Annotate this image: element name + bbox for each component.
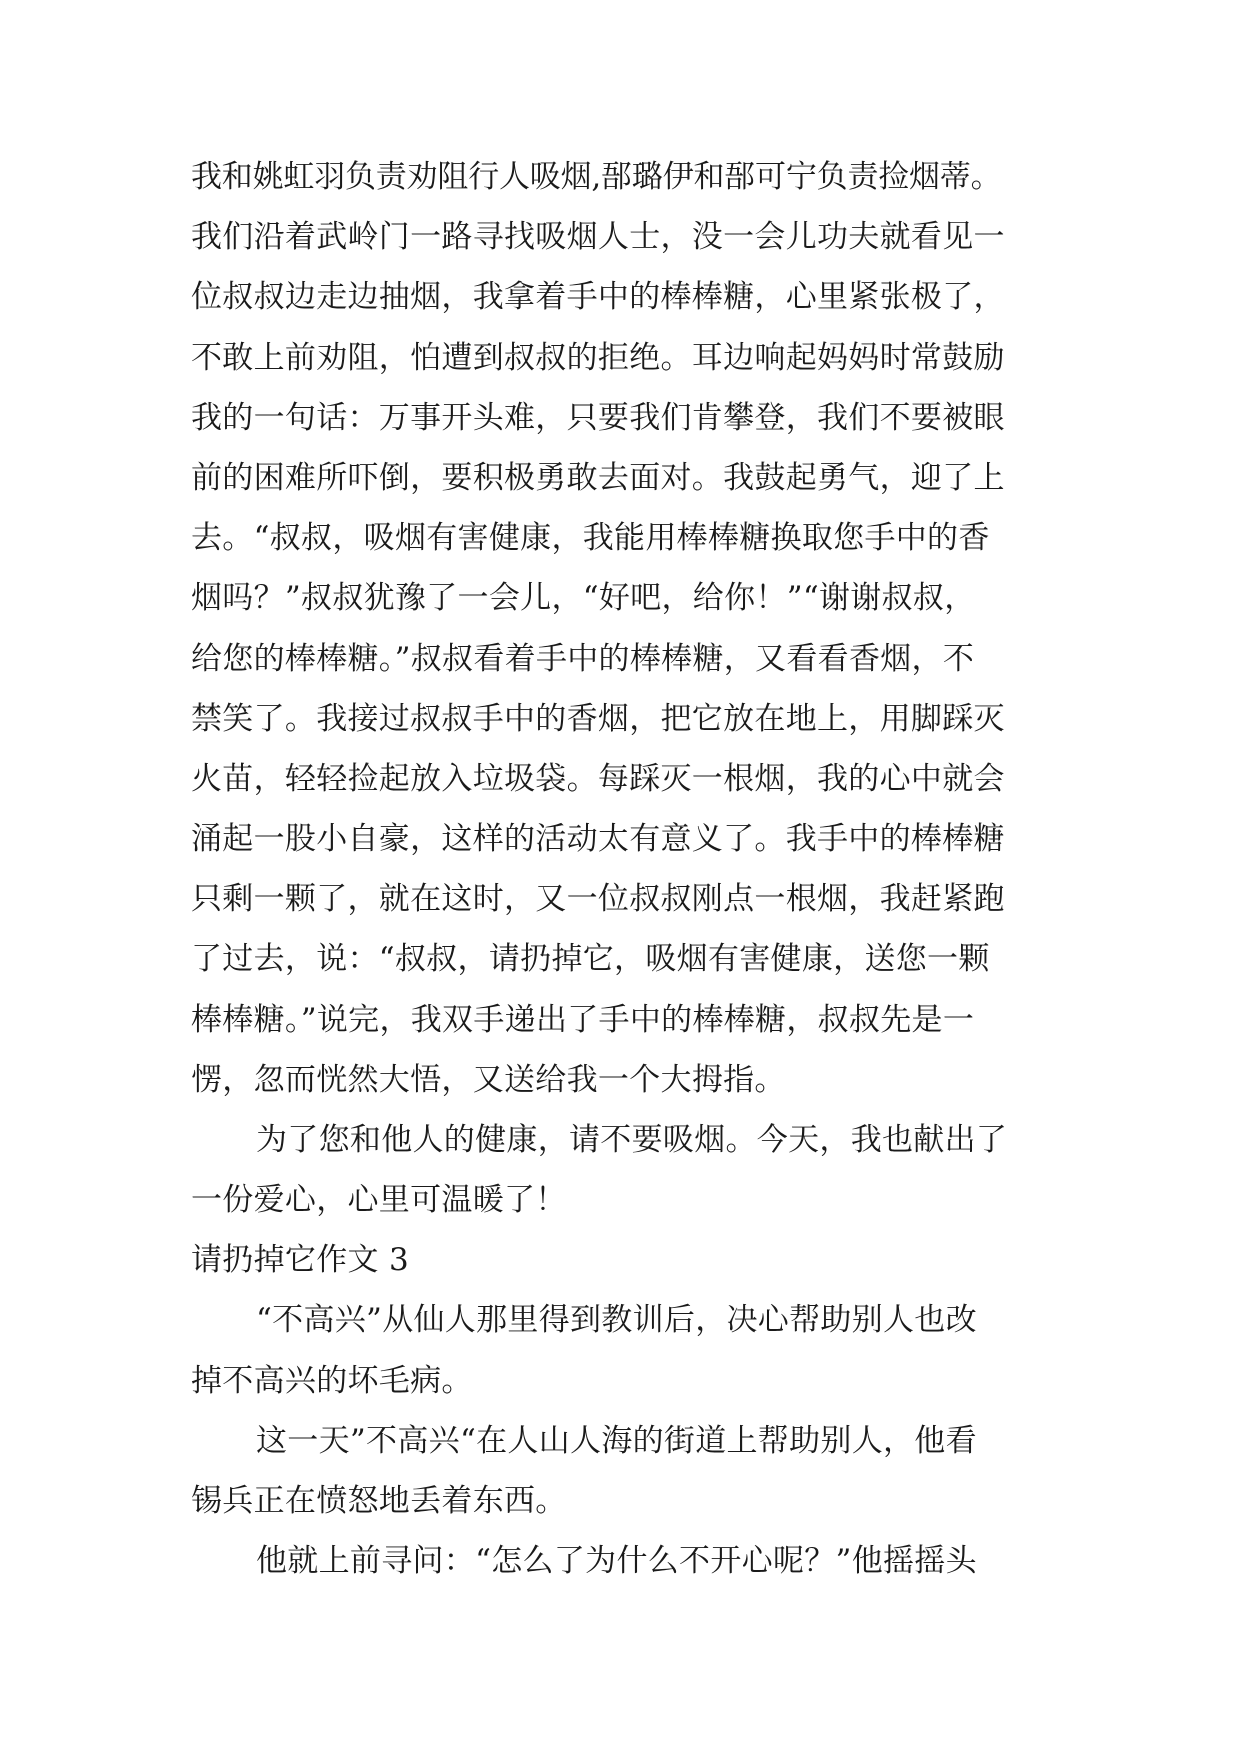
text-line: 我们沿着武岭门一路寻找吸烟人士，没一会儿功夫就看见一	[191, 219, 1005, 255]
text-line: 不敢上前劝阻，怕遭到叔叔的拒绝。耳边响起妈妈时常鼓励	[191, 340, 1005, 376]
text-line: 我和姚虹羽负责劝阻行人吸烟,郚璐伊和郚可宁负责捡烟蒂。	[191, 159, 1002, 195]
text-line: 给您的棒棒糖。”叔叔看着手中的棒棒糖，又看看香烟，不	[191, 641, 975, 677]
text-line: 烟吗？”叔叔犹豫了一会儿，“好吧，给你！”“谢谢叔叔，	[191, 580, 976, 616]
text-line: 愣，忽而恍然大悟，又送给我一个大拇指。	[191, 1062, 786, 1098]
text-line: 涌起一股小自豪，这样的活动太有意义了。我手中的棒棒糖	[191, 821, 1005, 857]
text-line: 去。“叔叔，吸烟有害健康，我能用棒棒糖换取您手中的香	[191, 520, 990, 556]
paragraph-first-line: 为了您和他人的健康，请不要吸烟。今天，我也献出了	[256, 1122, 1008, 1158]
text-line: 禁笑了。我接过叔叔手中的香烟，把它放在地上，用脚踩灭	[191, 701, 1005, 737]
paragraph-first-line: 这一天”不高兴“在人山人海的街道上帮助别人，他看	[256, 1423, 977, 1459]
text-line: 棒棒糖。”说完，我双手递出了手中的棒棒糖，叔叔先是一	[191, 1002, 975, 1038]
paragraph-first-line: “不高兴”从仙人那里得到教训后，决心帮助别人也改	[256, 1302, 977, 1338]
text-line: 前的困难所吓倒，要积极勇敢去面对。我鼓起勇气，迎了上	[191, 460, 1005, 496]
text-line: 一份爱心，心里可温暖了！	[191, 1182, 567, 1218]
text-line: 火苗，轻轻捡起放入垃圾袋。每踩灭一根烟，我的心中就会	[191, 761, 1005, 797]
text-line: 我的一句话：万事开头难，只要我们肯攀登，我们不要被眼	[191, 400, 1005, 436]
text-line: 位叔叔边走边抽烟，我拿着手中的棒棒糖，心里紧张极了，	[191, 279, 1005, 315]
text-line: 掉不高兴的坏毛病。	[191, 1363, 473, 1399]
text-line: 锡兵正在愤怒地丢着东西。	[191, 1483, 567, 1519]
text-line: 只剩一颗了，就在这时，又一位叔叔刚点一根烟，我赶紧跑	[191, 881, 1005, 917]
paragraph-first-line: 他就上前寻问：“怎么了为什么不开心呢？”他摇摇头	[256, 1543, 977, 1579]
text-line: 了过去，说：“叔叔，请扔掉它，吸烟有害健康，送您一颗	[191, 941, 990, 977]
section-heading: 请扔掉它作文 3	[191, 1242, 409, 1278]
